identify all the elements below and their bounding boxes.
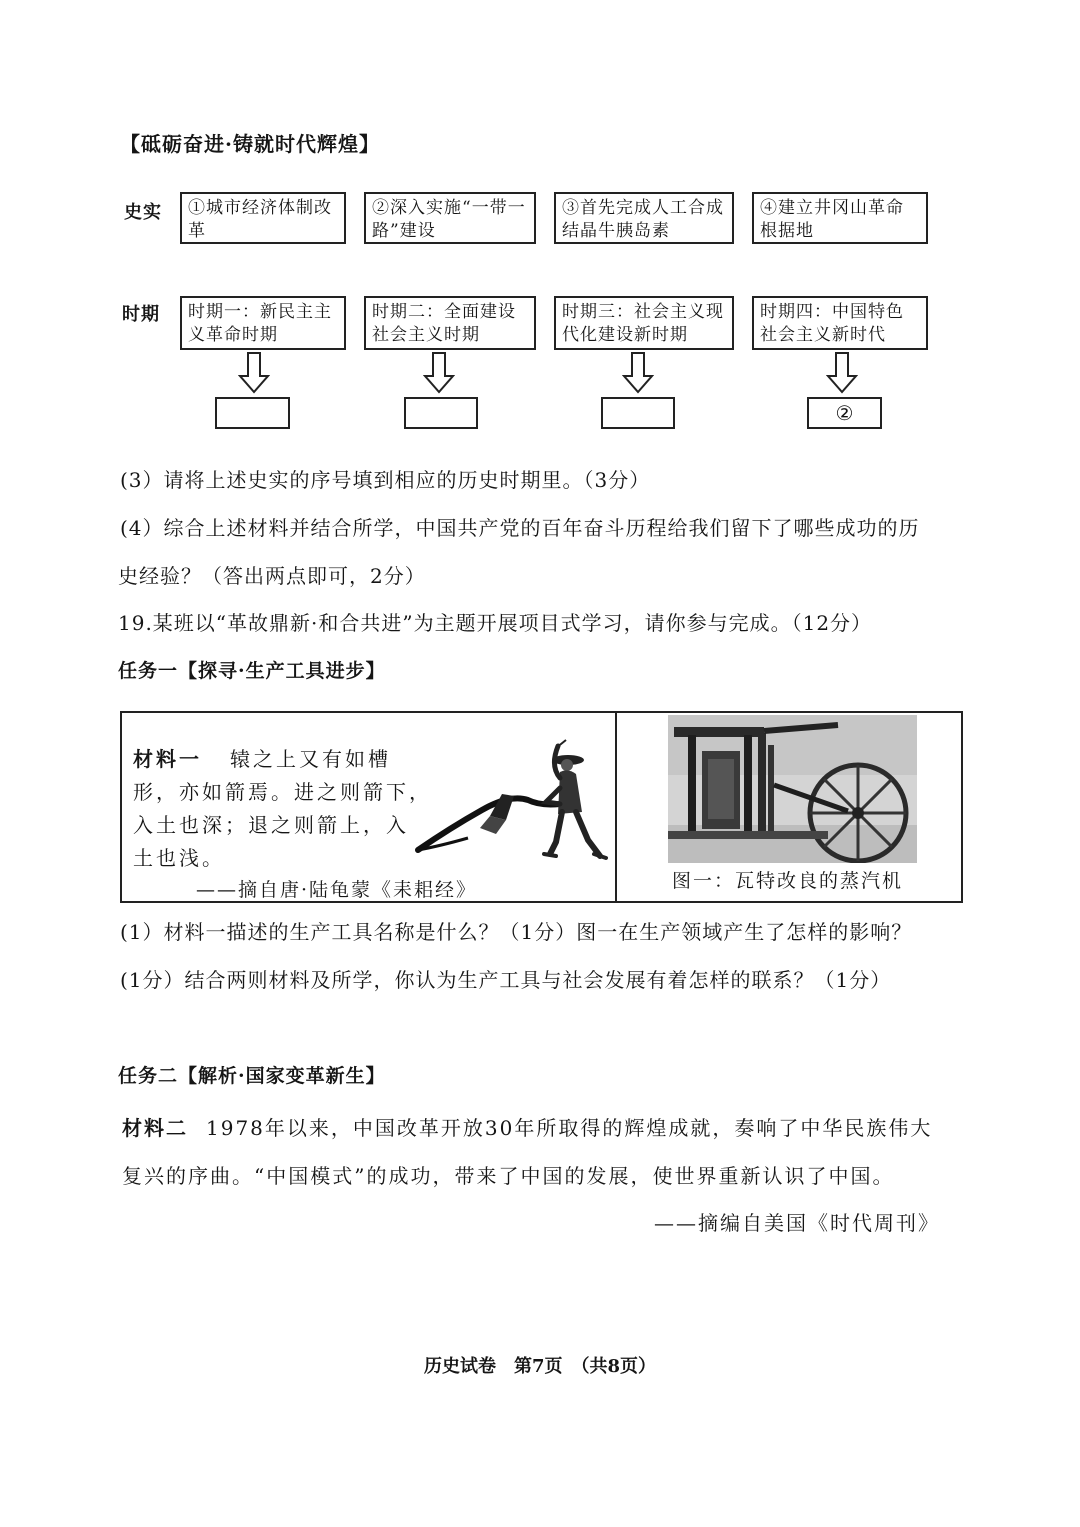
- fact-box-4: ④建立井冈山革命根据地: [752, 192, 928, 244]
- material1-source: ——摘自唐·陆龟蒙《耒耜经》: [196, 879, 478, 901]
- down-arrow-icon: [238, 352, 270, 394]
- question-1-line1: (1）材料一描述的生产工具名称是什么？（1分）图一在生产领域产生了怎样的影响？: [120, 920, 913, 944]
- answer-box-1[interactable]: [215, 397, 290, 429]
- task2-title: 任务二【解析·国家变革新生】: [118, 1065, 386, 1087]
- period-box-2: 时期二：全面建设社会主义时期: [364, 296, 536, 350]
- figure1-caption: 图一：瓦特改良的蒸汽机: [672, 870, 904, 892]
- material1-line1: [133, 743, 391, 776]
- material2-source: ——摘编自美国《时代周刊》: [654, 1211, 940, 1235]
- frame-divider: [615, 711, 617, 903]
- period-box-4: 时期四：中国特色社会主义新时代: [752, 296, 928, 350]
- answer-box-3[interactable]: [601, 397, 675, 429]
- fact-box-2: ②深入实施“一带一路”建设: [364, 192, 536, 244]
- question-1-line2: (1分）结合两则材料及所学，你认为生产工具与社会发展有着怎样的联系？（1分）: [120, 968, 892, 992]
- period-box-3: 时期三：社会主义现代化建设新时期: [554, 296, 734, 350]
- question-3: (3）请将上述史实的序号填到相应的历史时期里。（3分）: [120, 468, 651, 492]
- section-title: 【砥砺奋进·铸就时代辉煌】: [120, 132, 380, 156]
- material2-line1: [122, 1112, 932, 1141]
- plow-farmer-illustration: [410, 738, 615, 868]
- material2-line2: 复兴的序曲。“中国模式”的成功，带来了中国的发展，使世界重新认识了中国。: [122, 1164, 895, 1188]
- down-arrow-icon: [423, 352, 455, 394]
- fact-box-3: ③首先完成人工合成结晶牛胰岛素: [554, 192, 734, 244]
- facts-row-label: 史实: [124, 202, 162, 223]
- question-4-line1: (4）综合上述材料并结合所学，中国共产党的百年奋斗历程给我们留下了哪些成功的历: [120, 516, 920, 540]
- material1-line2: 形，亦如箭焉。进之则箭下，: [133, 780, 432, 804]
- down-arrow-icon: [622, 352, 654, 394]
- material2-label: 材料二: [122, 1116, 188, 1140]
- material1-text: 辕之上又有如槽: [230, 747, 391, 771]
- question-4-line2: 史经验？（答出两点即可，2分）: [118, 564, 426, 588]
- answer-box-2[interactable]: [404, 397, 478, 429]
- material1-line4: 土也浅。: [133, 846, 225, 870]
- question-19: 19.某班以“革故鼎新·和合共进”为主题开展项目式学习，请你参与完成。（12分）: [118, 611, 873, 635]
- material1-label: 材料一: [133, 747, 202, 771]
- periods-row-label: 时期: [122, 304, 160, 325]
- answer-box-4[interactable]: ②: [807, 397, 882, 429]
- down-arrow-icon: [826, 352, 858, 394]
- task1-title: 任务一【探寻·生产工具进步】: [118, 660, 386, 682]
- material1-line3: 入土也深；退之则箭上，入: [133, 813, 409, 837]
- material2-text: 1978年以来，中国改革开放30年所取得的辉煌成就，奏响了中华民族伟大: [206, 1116, 933, 1140]
- page-footer: 历史试卷 第7页 （共8页）: [423, 1356, 657, 1377]
- fact-box-1: ①城市经济体制改革: [180, 192, 346, 244]
- steam-engine-photo: [668, 715, 917, 863]
- period-box-1: 时期一：新民主主义革命时期: [180, 296, 346, 350]
